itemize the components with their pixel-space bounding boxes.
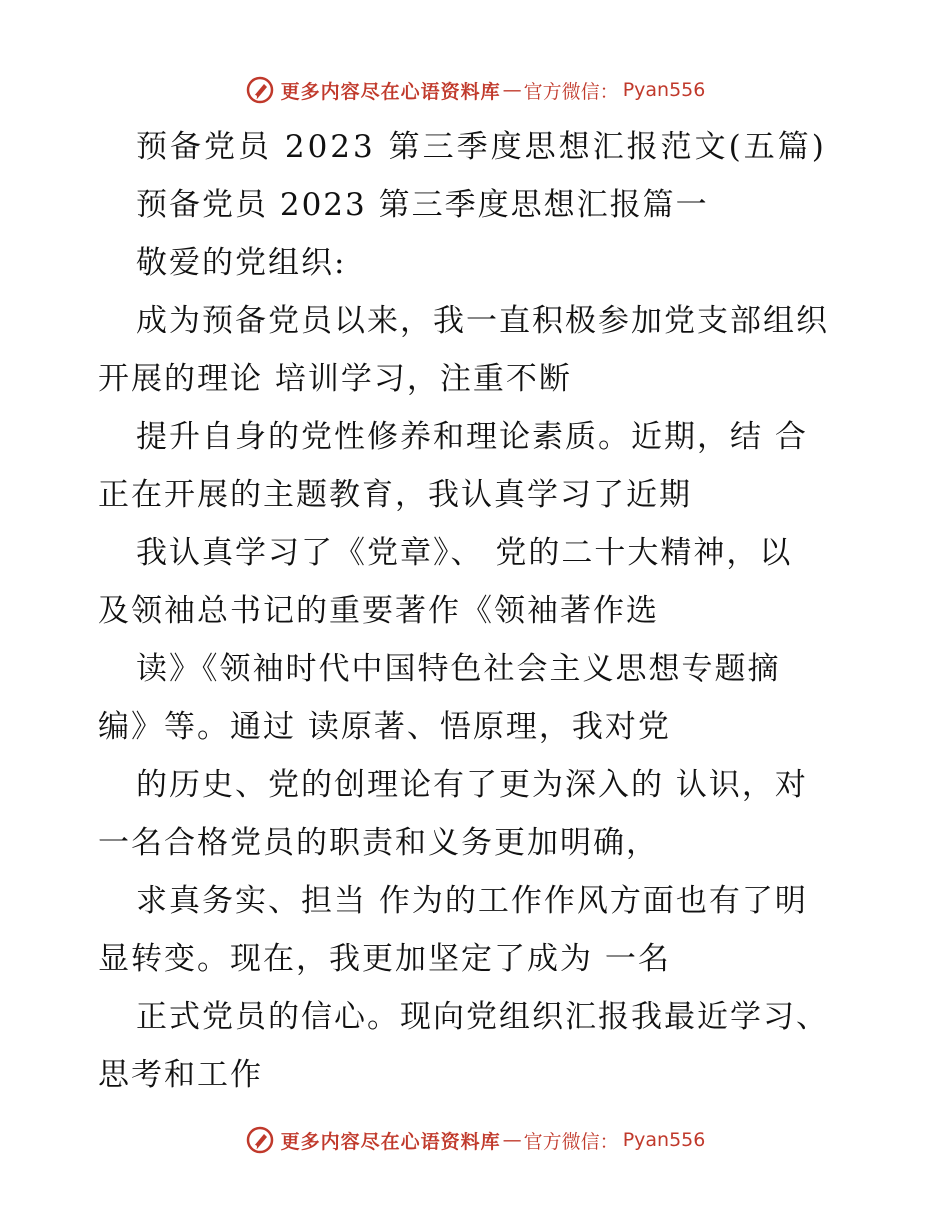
paragraph-line: 一名合格党员的职责和义务更加明确， xyxy=(98,825,659,861)
banner-site-text: 更多内容尽在心语资料库 xyxy=(280,1130,501,1153)
paragraph-line: 求真务实、担当 作为的工作作风方面也有了明 xyxy=(136,883,808,919)
paragraph-line: 我认真学习了《党章》、 党的二十大精神，以 xyxy=(136,535,793,571)
banner-wechat-label: 官方微信： xyxy=(523,1130,619,1153)
section-heading: 预备党员 2023 第三季度思想汇报篇一 xyxy=(136,187,709,223)
footer-banner xyxy=(0,1120,950,1160)
paragraph-line: 正在开展的主题教育，我认真学习了近期 xyxy=(98,477,692,513)
paragraph-line: 显转变。现在，我更加坚定了成为 一名 xyxy=(98,941,671,977)
banner-site-text: 更多内容尽在心语资料库 xyxy=(280,80,501,103)
paragraph-line: 提升自身的党性修养和理论素质。近期，结 合 xyxy=(136,419,808,455)
pen-nib-logo-icon xyxy=(245,1125,275,1155)
paragraph-line: 读》《领袖时代中国特色社会主义思想专题摘 xyxy=(136,651,781,687)
banner-wechat-label: 官方微信： xyxy=(523,80,619,103)
paragraph-line: 正式党员的信心。现向党组织汇报我最近学习、 xyxy=(136,999,829,1035)
paragraph-line: 编》等。通过 读原著、悟原理，我对党 xyxy=(98,709,671,745)
pen-nib-logo-icon xyxy=(245,75,275,105)
header-banner xyxy=(0,70,950,110)
paragraph-line: 及领袖总书记的重要著作《领袖著作选 xyxy=(98,593,659,629)
paragraph-line: 思考和工作 xyxy=(98,1057,263,1093)
banner-wechat-id: Pyan556 xyxy=(622,1129,706,1151)
paragraph-line: 开展的理论 培训学习，注重不断 xyxy=(98,361,572,397)
banner-separator: — xyxy=(502,1129,522,1151)
banner-separator: — xyxy=(502,79,522,101)
banner-wechat-id: Pyan556 xyxy=(622,79,706,101)
document-body xyxy=(98,118,858,1104)
salutation: 敬爱的党组织: xyxy=(136,245,347,281)
paragraph-line: 成为预备党员以来，我一直积极参加党支部组织 xyxy=(136,303,829,339)
paragraph-line: 的历史、党的创理论有了更为深入的 认识，对 xyxy=(136,767,808,803)
document-title: 预备党员 2023 第三季度思想汇报范文(五篇) xyxy=(136,129,827,165)
